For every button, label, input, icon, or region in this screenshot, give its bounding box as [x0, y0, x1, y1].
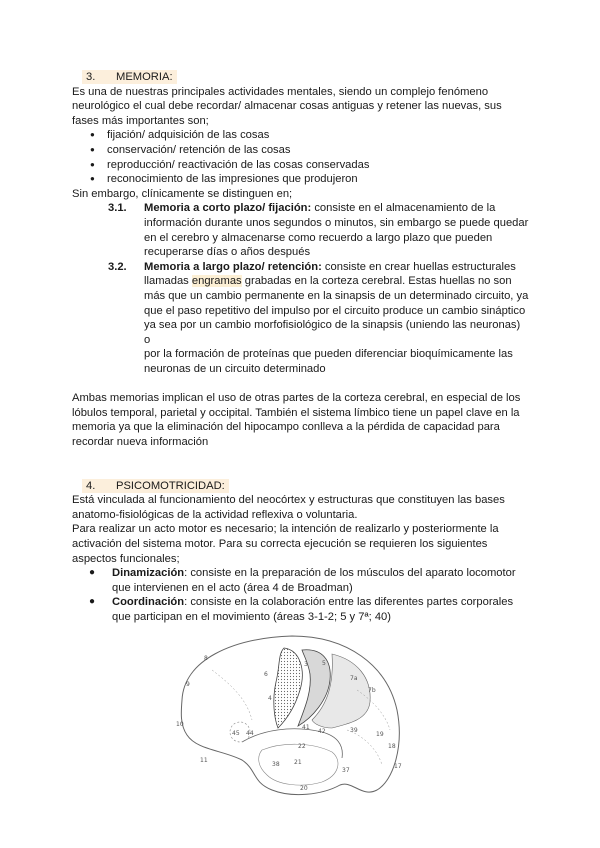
text-line: Para realizar un acto motor es necesario; la intención de realizarlo y posteriormente la [72, 523, 499, 536]
text-line: ya sea por un cambio morfofisiológico de la sinapsis (uniendo las neuronas) o [144, 319, 521, 346]
section-heading-psicomotricidad [82, 479, 229, 493]
subsection-number: 3.1. [108, 202, 127, 215]
area-label: 7b [368, 687, 376, 694]
area-label: 41 [302, 724, 310, 731]
text-line: memoria ya que la eliminación del hipocampo conlleva a la pérdida de capacidad para [72, 421, 500, 434]
section-title: PSICOMOTRICIDAD: [116, 479, 225, 492]
text-line: activación del sistema motor. Para su correcta ejecución se requieren los siguientes [72, 538, 488, 550]
text-fragment: grabadas en la corteza cerebral. Estas huellas no son [244, 275, 512, 288]
area-label: 22 [298, 743, 306, 750]
motor-area-strip [274, 648, 302, 728]
text-fragment: llamadas [144, 275, 189, 288]
area-label: 20 [300, 785, 308, 792]
text-fragment: : consiste en la colaboración entre las diferentes partes corporales [184, 596, 514, 609]
area-label: 11 [200, 757, 208, 764]
text-fragment: que intervienen en el acto (área 4 de Broadman) [112, 581, 353, 594]
text-fragment: que participan en el movimiento (áreas 3-1-2; 5 y 7ª; 40) [112, 610, 391, 623]
area-label: 5 [322, 660, 326, 667]
text-line: neurológico el cual debe recordar/ almacenar cosas antiguas y retener las nuevas, sus [72, 100, 502, 113]
area-label: 8 [204, 655, 208, 662]
subsection-number: 3.2. [108, 260, 127, 273]
text-line: recuperarse días o años después [144, 246, 311, 259]
text-line: más que un cambio permanente en la sinapsis de un determinado circuito, ya [144, 289, 529, 302]
text-line: que el paso repetitivo del impulso por el circuito produce un cambio sináptico [144, 304, 526, 317]
aspect-list [72, 566, 532, 624]
area-label: 18 [388, 743, 396, 750]
text-line: información durante unos segundos o minutos, sin embargo se puede quedar [144, 216, 529, 229]
brain-areas-figure [172, 630, 412, 800]
subsection-title: Memoria a corto plazo/ fijación: [144, 202, 312, 215]
area-label: 4 [268, 695, 272, 702]
text-line: fases más importantes son; [72, 114, 209, 127]
text-line: consiste en crear huellas estructurales [324, 260, 516, 273]
subsection-title: Memoria a largo plazo/ retención: [144, 260, 322, 273]
text-line: anatomo-fisiológicas de la actividad reflexiva o voluntaria. [72, 508, 358, 521]
text-line: Ambas memorias implican el uso de otras partes de la corteza cerebral, en especial de los [72, 392, 521, 405]
area-label: 6 [264, 671, 268, 678]
term: Dinamización [112, 567, 185, 580]
area-label: 9 [186, 681, 190, 688]
area-label: 44 [246, 730, 254, 737]
list-item [72, 566, 532, 595]
subsection-3-1 [108, 201, 532, 259]
section-number: 4. [86, 479, 96, 492]
text-line: en el cerebro y almacenarse como recuerdo a largo plazo que pueden [144, 231, 493, 244]
area-label: 37 [342, 767, 350, 774]
document-page [72, 70, 532, 625]
text-line: lóbulos temporal, parietal y occipital. También el sistema límbico tiene un papel clave en la [72, 406, 520, 419]
area-label: 17 [394, 763, 402, 770]
area-label: 21 [294, 759, 302, 766]
lateral-sulcus [242, 729, 342, 758]
text-fragment: : consiste en la preparación de los músculos del aparato locomotor [184, 567, 516, 580]
list-item [72, 595, 532, 624]
area-label: 3 [304, 661, 308, 668]
text-line: Sin embargo, clínicamente se distinguen en; [72, 187, 293, 200]
area-label: 45 [232, 730, 240, 737]
area-label: 7a [350, 675, 358, 682]
area-label: 42 [318, 728, 326, 735]
area-label: 10 [176, 721, 184, 728]
list-item: ● reproducción/ reactivación de las cosas conservadas [72, 158, 532, 173]
term: Coordinación [112, 596, 185, 609]
highlighted-term: engramas [191, 275, 242, 288]
list-item: ● reconocimiento de las impresiones que produjeron [72, 172, 532, 187]
list-item: ● conservación/ retención de las cosas [72, 143, 532, 158]
area-label: 39 [350, 727, 358, 734]
text-line: por la formación de proteínas que pueden diferenciar bioquímicamente las [144, 348, 513, 361]
section-heading-memoria [82, 70, 177, 84]
area-label: 19 [376, 731, 384, 738]
text-line: consiste en el almacenamiento de la [314, 202, 496, 215]
subsection-3-2 [108, 260, 532, 377]
text-line: recordar nueva información [72, 435, 209, 448]
phase-list [72, 128, 532, 186]
section-number: 3. [86, 71, 96, 83]
section-title: MEMORIA: [116, 71, 173, 83]
text-line: aspectos funcionales; [72, 552, 180, 565]
area-label: 38 [272, 761, 280, 768]
sulcus-line [212, 670, 252, 720]
text-line: Es una de nuestras principales actividades mentales, siendo un complejo fenómeno [72, 85, 489, 98]
text-line: Está vinculada al funcionamiento del neocórtex y estructuras que constituyen las bases [72, 494, 505, 507]
list-item: ● fijación/ adquisición de las cosas [72, 128, 532, 143]
text-line: neuronas de un circuito determinado [144, 362, 326, 375]
